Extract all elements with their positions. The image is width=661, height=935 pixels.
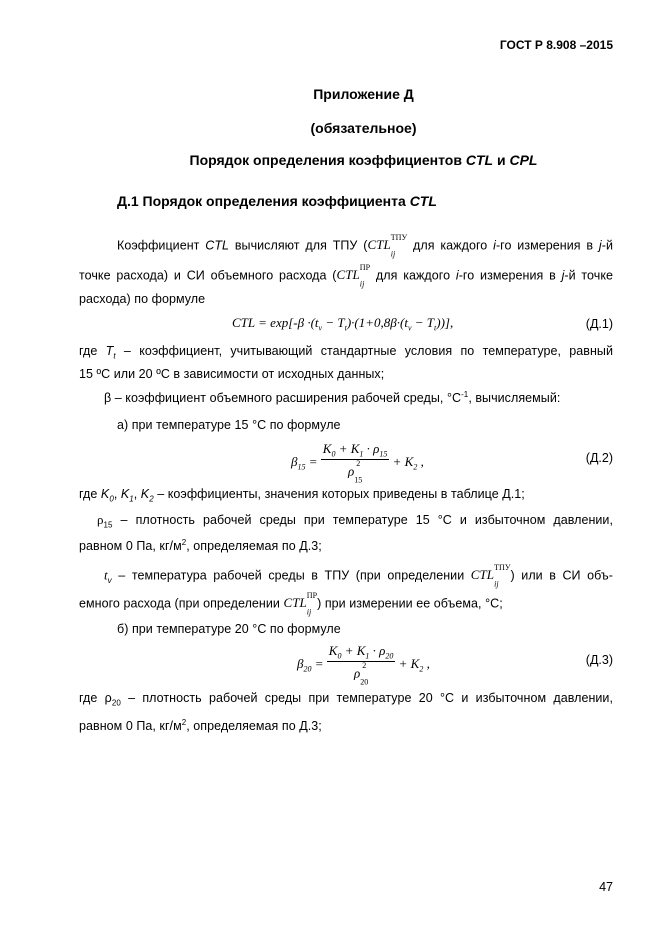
tt-sub: t [113, 351, 116, 361]
where-k-line [79, 487, 525, 504]
text: , [133, 487, 141, 501]
eq3-denominator [327, 662, 396, 687]
rho-sub: 15 [103, 520, 113, 530]
standard-header: ГОСТ Р 8.908 –2015 [499, 38, 613, 52]
eq-part: − T [322, 315, 345, 330]
text: ) или в СИ объ- [510, 568, 614, 583]
eq-sub: 20 [360, 677, 369, 687]
where-tt-line1 [79, 344, 613, 361]
eq-part: K [322, 441, 332, 456]
para1-line2 [79, 264, 613, 289]
text: Коэффициент [117, 238, 206, 253]
eq2-denominator [321, 460, 390, 485]
subtitle-ctl: CTL [465, 152, 494, 168]
eq-sub: 20 [303, 664, 312, 674]
sub: ij [390, 249, 396, 259]
text: -й точке [564, 268, 614, 283]
j: j [598, 238, 602, 253]
eq-part: + K [335, 441, 360, 456]
sup: -1 [461, 390, 469, 399]
eq-sub: 15 [297, 462, 306, 472]
sup: 2 [181, 718, 187, 727]
eq-part: · ρ [363, 441, 380, 456]
sup: ПР [306, 591, 318, 600]
sub: ij [359, 279, 365, 289]
rho15-line1 [97, 512, 613, 530]
rho-sub: 20 [111, 698, 121, 708]
eq-sup: 2 [362, 660, 367, 670]
appendix-subtitle [33, 152, 661, 168]
i: i [493, 238, 496, 253]
sub: ij [306, 607, 312, 617]
ctl-pr-symbol: $CTL^{ПР}$ $_{ij}$ [283, 591, 318, 617]
text: – коэффициент, учитывающий стандартные условия по температуре, равный [115, 344, 613, 358]
tt-symbol: T [105, 344, 114, 358]
eq-sub: 0 [337, 651, 342, 661]
eq-sub: 2 [419, 664, 424, 674]
tv-sub: v [107, 575, 112, 585]
text: для каждого [370, 268, 456, 283]
sup: ПР [359, 263, 371, 272]
text: где [79, 487, 101, 501]
text: где [79, 344, 106, 358]
eq-part: β [291, 453, 298, 469]
k-symbol: K [100, 487, 110, 501]
ctl-pr-symbol: $CTL^{ПР}$ $_{ij}$ [336, 263, 371, 289]
eq-part: , [423, 655, 430, 671]
ctl-tpu-symbol: $CTL^{ТПУ}$ $_{ij}$ [470, 563, 511, 589]
text: где [79, 691, 105, 705]
eq-part: ρ [353, 665, 361, 681]
beta-symbol: β [104, 391, 112, 406]
equation-d3: $\beta_{20}$ = $K_0 + K_1 \cdot \rho_{20}$ ρ $^2$ $_{20}$ + $K_2$ , [297, 643, 430, 687]
ctl-tpu-symbol: $CTL^{ТПУ}$ $_{ij}$ [367, 233, 408, 259]
eq-part: , [417, 453, 424, 469]
text: равном 0 Па, кг/м [79, 719, 182, 734]
text: – коэффициенты, значения которых приведены в таблице Д.1; [153, 487, 525, 501]
text: – плотность рабочей среды при температуре 20 °С и избыточном давлении, [120, 691, 613, 705]
text: , [113, 487, 121, 501]
para1-line3: расхода) по формуле [79, 292, 206, 306]
eq-sup: 2 [356, 458, 361, 468]
sub: ij [494, 579, 499, 589]
tv-symbol: t [104, 567, 108, 583]
eq2-fraction [321, 441, 390, 485]
text: -го измерения в [495, 238, 599, 253]
eq-part: + K [398, 655, 420, 671]
eq-sub: 20 [385, 651, 394, 661]
text: – коэффициент объемного расширения рабочей среды, °С [111, 391, 462, 406]
i: i [455, 268, 459, 283]
eq-sub: t [434, 323, 437, 333]
eq-sub: 0 [331, 449, 336, 459]
eq-sub: t [344, 323, 347, 333]
k-symbol: K [120, 487, 130, 501]
eq3-numerator [327, 643, 396, 662]
section-title-text: Д.1 Порядок определения коэффициента [117, 193, 410, 209]
text: емного расхода (при определении [79, 596, 284, 611]
eq-part: K [328, 643, 338, 658]
text: -й [601, 238, 613, 253]
eq-part: ))], [436, 315, 454, 330]
tv-line1 [104, 564, 613, 589]
text: , вычисляемый: [468, 391, 561, 406]
equation-d2: $\beta_{15}$ = $K_0 + K_1 \cdot \rho_{15}$ ρ $^2$ $_{15}$ + $K_2$ , [291, 441, 424, 485]
where-tt-line2: 15 ºС или 20 ºС в зависимости от исходных данных; [79, 367, 385, 381]
eq-sub: v [318, 323, 323, 333]
case-a: а) при температуре 15 °С по формуле [117, 418, 341, 432]
sup: ТПУ [390, 233, 408, 242]
para1-line1 [117, 234, 613, 259]
subtitle-text: Порядок определения коэффициентов [189, 152, 466, 168]
text: , определяемая по Д.3; [186, 539, 322, 554]
beta-definition [104, 390, 560, 405]
subtitle-cpl: CPL [509, 152, 538, 168]
eq-part: )·(1+0,8β·(t [346, 315, 408, 330]
case-b: б) при температуре 20 °С по формуле [117, 622, 341, 636]
eq3-fraction [327, 643, 396, 687]
eq-sub: 15 [379, 449, 388, 459]
eq-part: − T [411, 315, 435, 330]
subtitle-and: и [493, 152, 510, 168]
k-sub: 1 [129, 494, 134, 504]
rho-symbol: ρ [97, 512, 104, 527]
eq2-numerator [321, 441, 390, 460]
appendix-status: (обязательное) [310, 120, 417, 136]
appendix-title-text: Приложение Д [313, 86, 414, 102]
equation-d3-number: (Д.3) [585, 653, 613, 667]
sup: ТПУ [494, 563, 511, 572]
eq-part: + K [392, 453, 414, 469]
eq-sub: 1 [365, 651, 370, 661]
text: точке расхода) и СИ объемного расхода ( [79, 268, 337, 283]
rho20-line2 [79, 718, 322, 733]
eq-part: ρ [347, 463, 355, 479]
text: , определяемая по Д.3; [186, 719, 322, 734]
eq-part: · ρ [369, 643, 386, 658]
eq-sub: 1 [359, 449, 364, 459]
eq-part: CTL = exp[-β ·(t [232, 315, 319, 330]
eq-sub: 15 [354, 475, 363, 485]
rho-symbol: ρ [104, 691, 112, 705]
equation-d2-number: (Д.2) [585, 451, 613, 465]
text: – плотность рабочей среды при температуре 15 °С и избыточном давлении, [112, 513, 613, 527]
section-title-ctl: CTL [409, 193, 437, 209]
page-number: 47 [599, 880, 613, 894]
k-sub: 2 [149, 494, 154, 504]
sup: 2 [181, 538, 187, 547]
tv-line2 [79, 592, 503, 617]
j: j [561, 268, 565, 283]
ctl: CTL [205, 238, 230, 253]
text: ) при измерении ее объема, °С; [317, 596, 503, 611]
rho20-line1 [79, 691, 613, 708]
k-symbol: K [140, 487, 150, 501]
text: вычисляют для ТПУ ( [229, 238, 368, 253]
text: – температура рабочей среды в ТПУ (при определении [111, 568, 471, 583]
text: равном 0 Па, кг/м [79, 539, 182, 554]
eq-part: + K [341, 643, 366, 658]
k-sub: 0 [109, 494, 114, 504]
eq-sub: v [407, 323, 412, 333]
equation-d1-number: (Д.1) [585, 317, 613, 331]
section-title [117, 193, 437, 209]
text: -го измерения в [458, 268, 562, 283]
eq-sub: 2 [413, 462, 418, 472]
equation-d1 [232, 315, 453, 333]
text: для каждого [407, 238, 494, 253]
appendix-title [33, 86, 661, 102]
eq-part: β [297, 655, 304, 671]
rho15-line2 [79, 538, 322, 553]
